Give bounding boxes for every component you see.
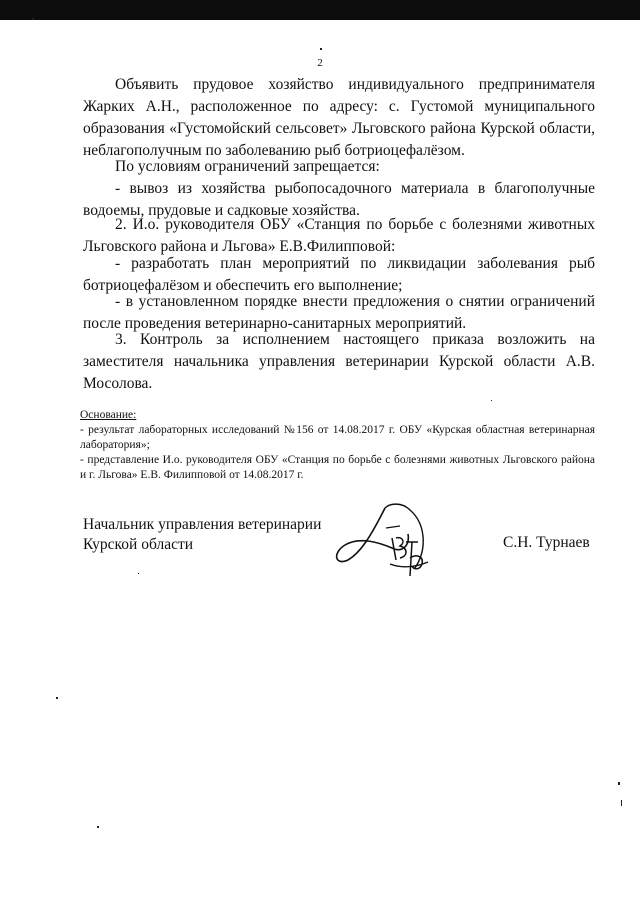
paragraph-declare: Объявить прудовое хозяйство индивидуального предпринимателя Жарких А.Н., расположенное по адресу: с. Густомой муниципального образования «Густомойский сельсовет» Льговского района Курской области, неблагополучным по заболеванию рыб ботриоцефалёзом. bbox=[83, 76, 595, 159]
basis-item-submission: - представление И.о. руководителя ОБУ «Станция по борьбе с болезнями животных Льговского района и г. Льгова» Е.В. Филипповой от 14.08.2017 г. bbox=[80, 454, 595, 481]
basis-label: Основание: bbox=[80, 409, 137, 421]
paragraph-proposals-item: - в установленном порядке внести предложения о снятии ограничений после проведения ветеринарно-санитарных мероприятий. bbox=[83, 293, 595, 332]
paragraph-restriction-item: - вывоз из хозяйства рыбопосадочного материала в благополучные водоемы, прудовые и садковые хозяйства. bbox=[83, 180, 595, 219]
scan-speck bbox=[32, 18, 34, 20]
paragraph-restrictions-intro: По условиям ограничений запрещается: bbox=[115, 158, 380, 175]
scan-speck bbox=[138, 573, 139, 574]
paragraph-point-2: 2. И.о. руководителя ОБУ «Станция по борьбе с болезнями животных Льговского района и Льгова» Е.В.Филипповой: bbox=[83, 216, 595, 255]
basis-item-lab-results: - результат лабораторных исследований №156 от 14.08.2017 г. ОБУ «Курская областная ветеринарная лаборатория»; bbox=[80, 424, 595, 451]
scan-speck bbox=[97, 826, 99, 828]
scan-speck bbox=[621, 800, 622, 806]
signatory-position-line2: Курской области bbox=[83, 536, 194, 553]
scan-speck bbox=[491, 400, 492, 401]
scan-speck bbox=[618, 782, 620, 785]
paragraph-plan-item: - разработать план мероприятий по ликвидации заболевания рыб ботриоцефалёзом и обеспечить его выполнение; bbox=[83, 255, 595, 294]
handwritten-signature bbox=[330, 498, 450, 588]
paragraph-point-3: 3. Контроль за исполнением настоящего приказа возложить на заместителя начальника управления ветеринарии Курской области А.В. Мосолова. bbox=[83, 331, 595, 392]
scan-speck bbox=[320, 48, 322, 50]
signatory-name: С.Н. Турнаев bbox=[503, 534, 590, 551]
page-number: 2 bbox=[317, 57, 323, 69]
scan-top-border bbox=[0, 0, 640, 20]
basis-section bbox=[80, 408, 595, 483]
signatory-position bbox=[83, 515, 321, 555]
scan-speck bbox=[56, 697, 58, 699]
signatory-position-line1: Начальник управления ветеринарии bbox=[83, 516, 322, 533]
